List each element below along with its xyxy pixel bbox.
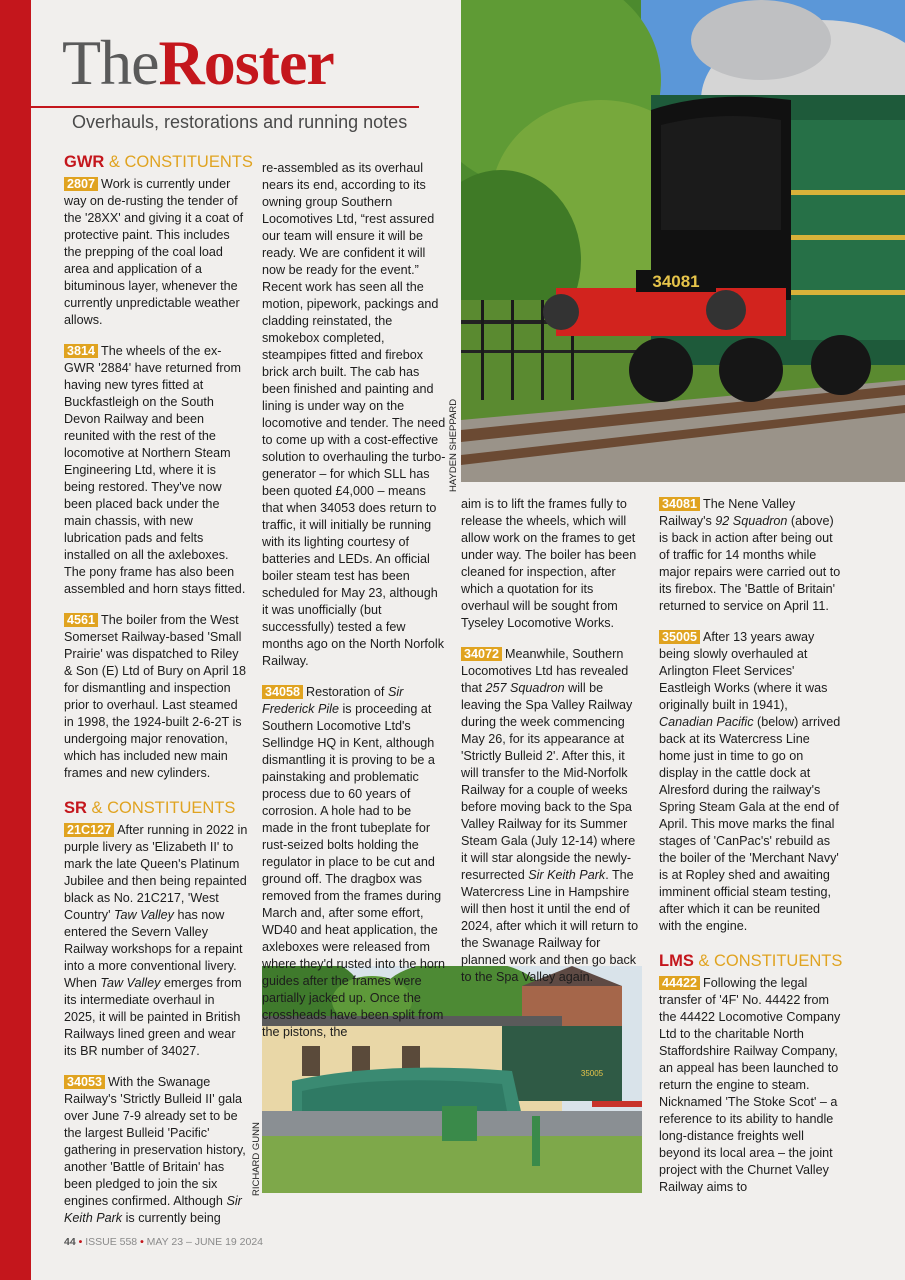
loco-tag: 2807 [64, 177, 98, 191]
loco-tag: 4561 [64, 613, 98, 627]
locomotive-photo [461, 0, 905, 482]
entry-3814: 3814 The wheels of the ex-GWR '2884' have returned from having new tyres fitted at Buckfastleigh on the South Devon Railway and been reunited with the rest of the locomotive at Northern Steam Engineering Ltd, where it is being restored. They've now been placed back under the main chassis, with new lubrication pads and felts installed on all the axleboxes. The pony frame has also been assembled and horn stays fitted. [64, 344, 246, 596]
entry-34072: 34072 Meanwhile, Southern Locomotives Ltd has revealed that 257 Squadron will be leaving the Spa Valley Railway during the week commencing May 26, for its appearance at 'Strictly Bulleid 2'. After this, it will transfer to the Mid-Norfolk Railway for a couple of weeks before moving back to the Spa Valley Railway for its Summer Steam Gala (July 12-14) where it will star alongside the newly-resurrected Sir Keith Park. The Watercress Line in Hampshire will then host it until the end of 2024, after which it will return to the Swanage Railway for planned work and then go back to the Spa Valley again. [461, 647, 639, 984]
column-1 [64, 152, 253, 1241]
entry-34058: 34058 Restoration of Sir Frederick Pile is proceeding at Southern Locomotive Ltd's Sellindge HQ in Kent, although dismantling it is proving to be a painstaking and problematic process due to 60 years of corrosion. A hole had to be made in the front tubeplate for rust-seized bolts holding the regulator in place to be cut and ground off. The dragbox was removed from the frames during March and, after some effort, WD40 and heat application, the axleboxes were released from where they'd rusted into the horn guides after the frames were partially jacked up. Once the crossheads have been split from the pistons, the [262, 685, 446, 1039]
loco-tag: 34053 [64, 1075, 105, 1089]
page-subtitle: Overhauls, restorations and running notes [72, 112, 408, 132]
left-red-bar [0, 0, 31, 1280]
column-3 [461, 496, 645, 1000]
entry-34058-continued: aim is to lift the frames fully to release the wheels, which will allow work on the frames to get under way. The boiler has been cleaned for inspection, after which a quotation for its overhaul will be sought from Tyseley Locomotive Works. [461, 497, 637, 630]
loco-number-plate: 34081 [652, 272, 700, 291]
entry-34053-continued: re-assembled as its overhaul nears its end, according to its owning group Southern Locomotives Ltd, “rest assured our team will ensure it will be ready. We are confident it will now be ready for the event.” Recent work has seen all the motion, pipework, packings and cladding reinstated, the smokebox completed, steampipes fitted and firebox brick arch built. The cab has been finished and painting and lining is under way on the locomotive and tender. The need to come up with a cost-effective solution to overhauling the turbo-generator – for which SLL has been quoted £4,000 – means that when 34053 does return to traffic, it will initially be running with its lighting courtesy of batteries and LEDs. An official boiler steam test has been scheduled for May 23, although it was unofficially (but successfully) tested a few months ago on the North Norfolk Railway. [262, 161, 446, 668]
section-heading-gwr: GWR & CONSTITUENTS [64, 153, 253, 171]
section-heading-sr: SR & CONSTITUENTS [64, 799, 236, 817]
entry-34081: 34081 The Nene Valley Railway's 92 Squadron (above) is back in action after being out of traffic for 14 months while major repairs were carried out to its firebox. The 'Battle of Britain' returned to service on April 11. [659, 497, 841, 613]
title-rule [31, 106, 419, 108]
entry-4561: 4561 The boiler from the West Somerset Railway-based 'Small Prairie' was dispatched to Riley & Son (E) Ltd of Bury on April 18 for dismantling and inspection prior to overhaul. Last steamed in 1998, the 1924-built 2-6-2T is undergoing major renovation, which has included new main frames and new cylinders. [64, 613, 247, 780]
entry-21c127: 21C127 After running in 2022 in purple livery as 'Elizabeth II' to mark the late Queen's Platinum Jubilee and then being repainted black as No. 21C217, 'West Country' Taw Valley has now entered the Severn Valley Railway workshops for a repaint into a more conventional livery. When Taw Valley emerges from its intermediate overhaul in 2025, it will be painted in British Railways lined green and wear its BR number of 34027. [64, 823, 248, 1058]
station-loco-number: 35005 [580, 1069, 604, 1078]
entry-34053: 34053 With the Swanage Railway's 'Strictly Bulleid II' gala over June 7-9 already set to be the largest Bulleid 'Pacific' gathering in preservation history, another 'Battle of Britain' has been pledged to join the six engines confirmed. Although Sir Keith Park is currently being [64, 1075, 246, 1225]
entry-2807: 2807 Work is currently under way on de-rusting the tender of the '28XX' and giving it a coat of protective paint. This includes the prepping of the coal load area and application of a bituminous layer, whenever the currently unpredictable weather allows. [64, 177, 244, 327]
column-2 [262, 160, 446, 1055]
loco-tag: 21C127 [64, 823, 114, 837]
page-number: 44 [64, 1236, 76, 1248]
loco-tag: 34072 [461, 647, 502, 661]
loco-tag: 3814 [64, 344, 98, 358]
loco-tag: 34081 [659, 497, 700, 511]
section-heading-lms: LMS & CONSTITUENTS [659, 952, 843, 970]
page-title: TheRoster [62, 27, 334, 98]
photo-credit-bottom: RICHARD GUNN [251, 1122, 262, 1196]
entry-35005: 35005 After 13 years away being slowly overhauled at Arlington Fleet Services' Eastleigh Works (where it was originally built in 1941), Canadian Pacific (below) arrived back at its Watercress Line home just in time to go on display in the cattle dock at Alresford during the railway's Spring Steam Gala at the end of April. This move marks the final stages of 'CanPac's' rebuild as the boiler of the 'Merchant Navy' is at Ropley shed and awaiting imminent official steam testing, after which it can be reunited with the engine. [659, 630, 841, 933]
photo-credit-top: HAYDEN SHEPPARD [448, 398, 459, 492]
loco-tag: 44422 [659, 976, 700, 990]
loco-tag: 35005 [659, 630, 700, 644]
loco-tag: 34058 [262, 685, 303, 699]
entry-44422: 44422 Following the legal transfer of '4F' No. 44422 from the 44422 Locomotive Company Ltd to the charitable North Staffordshire Railway Company, an appeal has been launched to return the engine to steam. Nicknamed 'The Stoke Scot' – a reference to its ability to handle long-distance freights well beyond its local area – the joint project with the Churnet Valley Railway aims to [659, 976, 841, 1194]
column-4 [659, 496, 843, 1210]
locomotive-illustration [461, 0, 905, 482]
page-footer: 44 • ISSUE 558 • MAY 23 – JUNE 19 2024 [64, 1236, 264, 1248]
